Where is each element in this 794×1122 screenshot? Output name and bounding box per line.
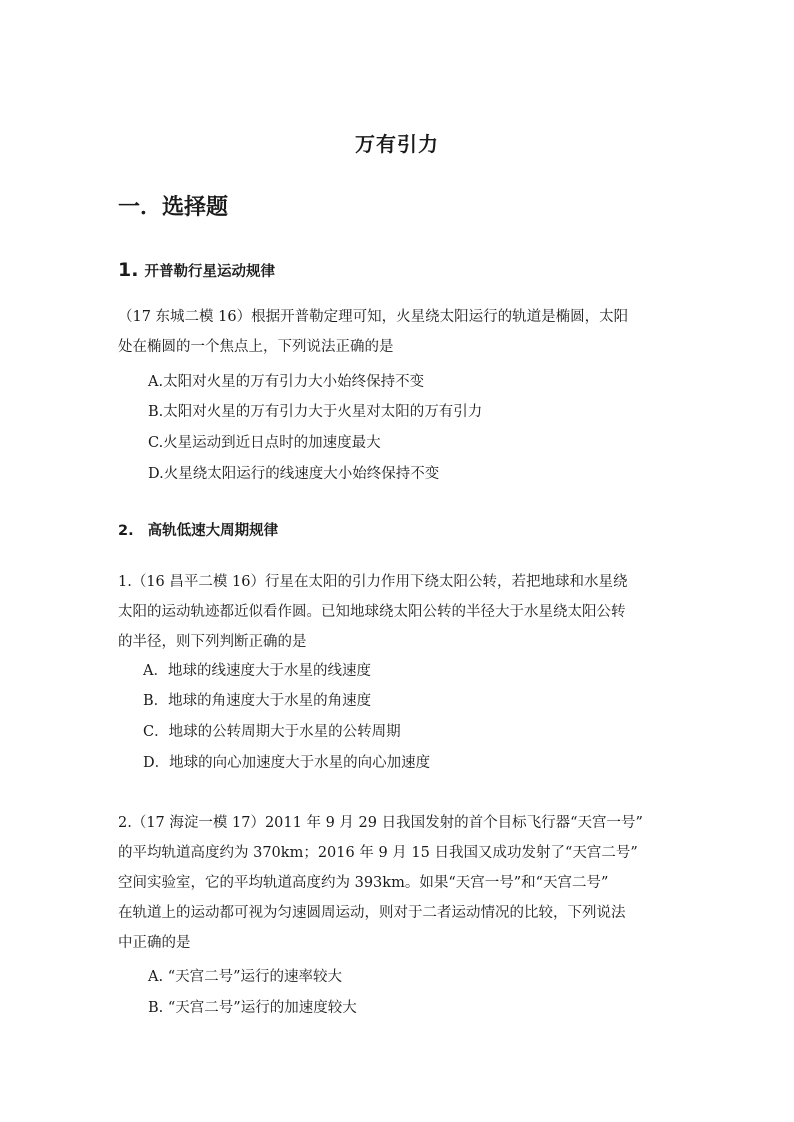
question-line: 2.（17 海淀一模 17）2011 年 9 月 29 日我国发射的首个目标飞行器“天宫一号”	[118, 815, 643, 831]
question-kepler	[118, 302, 688, 362]
section-heading: 一．选择题	[118, 195, 229, 220]
option-b: B．地球的角速度大于水星的角速度	[143, 693, 372, 709]
option-a: A.太阳对火星的万有引力大小始终保持不变	[148, 374, 425, 390]
option-c: C．地球的公转周期大于水星的公转周期	[143, 724, 401, 740]
question-line: （17 东城二模 16）根据开普勒定理可知，火星绕太阳运行的轨道是椭圆，太阳	[118, 309, 629, 325]
option-a: A．地球的线速度大于水星的线速度	[143, 663, 371, 679]
question-planets	[118, 567, 688, 657]
topic1-title: 开普勒行星运动规律	[144, 264, 275, 280]
question-line: 太阳的运动轨迹都近似看作圆。已知地球绕太阳公转的半径大于水星绕太阳公转	[118, 604, 626, 620]
topic2-heading	[118, 519, 278, 540]
topic1-number: 1.	[118, 259, 139, 281]
option-b: B.太阳对火星的万有引力大于火星对太阳的万有引力	[148, 404, 483, 420]
question-tiangong	[118, 808, 688, 958]
option-d: D．地球的向心加速度大于水星的向心加速度	[143, 755, 431, 771]
question-line: 在轨道上的运动都可视为匀速圆周运动，则对于二者运动情况的比较，下列说法	[118, 905, 626, 921]
topic2-number: 2.	[118, 523, 134, 539]
question-line: 处在椭圆的一个焦点上，下列说法正确的是	[118, 339, 394, 355]
option-c: C.火星运动到近日点时的加速度最大	[148, 435, 381, 451]
option-d: D.火星绕太阳运行的线速度大小始终保持不变	[148, 466, 440, 482]
topic2-title: 高轨低速大周期规律	[147, 523, 279, 539]
option-b: B. “天宫二号”运行的加速度较大	[148, 1000, 357, 1016]
question-line: 的半径，则下列判断正确的是	[118, 634, 307, 650]
option-a: A. “天宫二号”运行的速率较大	[148, 969, 343, 985]
question-line: 空间实验室，它的平均轨道高度约为 393km。如果“天宫一号”和“天宫二号”	[118, 875, 609, 891]
topic1-heading	[118, 259, 275, 281]
question-line: 1.（16 昌平二模 16）行星在太阳的引力作用下绕太阳公转，若把地球和水星绕	[118, 574, 628, 590]
question-line: 的平均轨道高度约为 370km；2016 年 9 月 15 日我国又成功发射了“天宫二号”	[118, 845, 638, 861]
page-title: 万有引力	[355, 132, 439, 156]
question-line: 中正确的是	[118, 935, 191, 951]
